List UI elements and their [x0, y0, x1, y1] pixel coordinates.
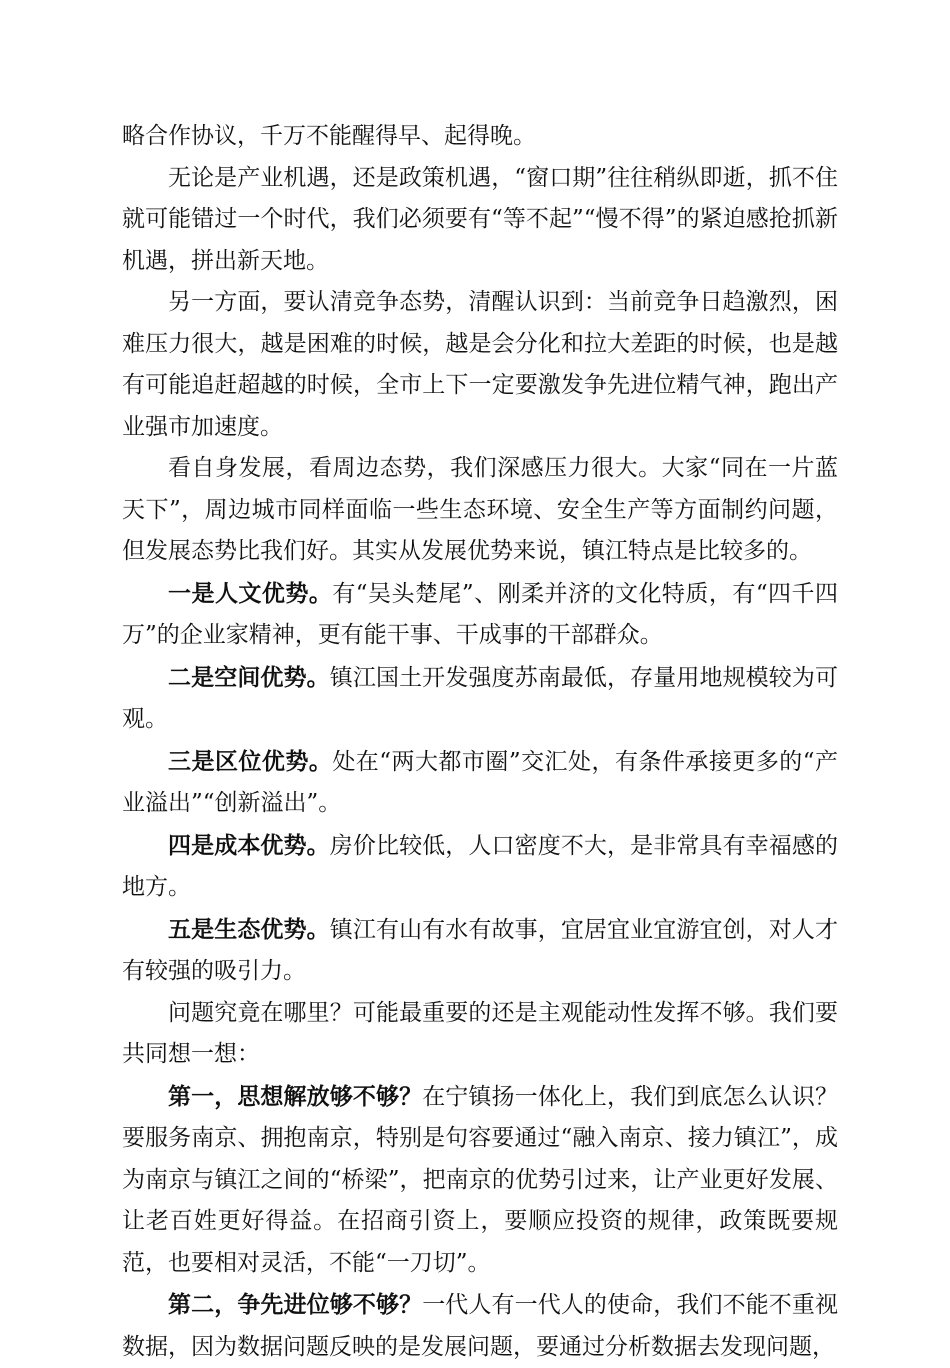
paragraph-text: 镇江国土开发强度苏南最低，存量用地规模较为可观。 — [122, 664, 839, 732]
paragraph-10 — [122, 993, 838, 1076]
paragraph-lead: 二是空间优势。 — [168, 663, 330, 691]
paragraph-12 — [122, 1284, 838, 1368]
document-page — [122, 116, 838, 1368]
paragraph-text: 另一方面，要认清竞争态势，清醒认识到：当前竞争日趋激烈，困难压力很大，越是困难的时候，越是会分化和拉大差距的时候，也是越有可能追赶超越的时候，全市上下一定要激发争先进位精气神，跑出产业强市加速度。 — [122, 289, 838, 440]
paragraph-text: 在宁镇扬一体化上，我们到底怎么认识？要服务南京、拥抱南京，特别是句容要通过“融入南京、接力镇江”，成为南京与镇江之间的“桥梁”，把南京的优势引过来，让产业更好发展、让老百姓更好得益。在招商引资上，要顺应投资的规律，政策既要规范，也要相对灵活，不能“一刀切”。 — [122, 1083, 839, 1276]
paragraph-text: 看自身发展，看周边态势，我们深感压力很大。大家“同在一片蓝天下”，周边城市同样面临一些生态环境、安全生产等方面制约问题，但发展态势比我们好。其实从发展优势来说，镇江特点是比较多的。 — [122, 455, 838, 564]
paragraph-11 — [122, 1076, 838, 1285]
paragraph-lead: 第一，思想解放够不够？ — [168, 1082, 423, 1110]
paragraph-lead: 五是生态优势。 — [168, 915, 330, 943]
paragraph-2 — [122, 158, 838, 283]
paragraph-8 — [122, 825, 838, 909]
paragraph-4 — [122, 448, 838, 573]
paragraph-text: 房价比较低，人口密度不大，是非常具有幸福感的地方。 — [122, 832, 839, 900]
paragraph-text: 处在“两大都市圈”交汇处，有条件承接更多的“产业溢出”“创新溢出”。 — [122, 748, 838, 816]
paragraph-text: 一代人有一代人的使命，我们不能不重视数据，因为数据问题反映的是发展问题，要通过分析数据去发现问题， — [122, 1292, 839, 1360]
paragraph-lead: 四是成本优势。 — [168, 831, 330, 859]
paragraph-9 — [122, 909, 838, 993]
paragraph-lead: 三是区位优势。 — [168, 747, 333, 775]
paragraph-lead: 一是人文优势。 — [168, 579, 333, 607]
paragraph-3 — [122, 282, 838, 448]
paragraph-text: 无论是产业机遇，还是政策机遇，“窗口期”往往稍纵即逝，抓不住就可能错过一个时代，我们必须要有“等不起”“慢不得”的紧迫感抢抓新机遇，拼出新天地。 — [122, 164, 838, 274]
paragraph-text: 略合作协议，千万不能醒得早、起得晚。 — [122, 123, 536, 149]
paragraph-6 — [122, 657, 838, 741]
paragraph-5 — [122, 573, 838, 657]
paragraph-text: 镇江有山有水有故事，宜居宜业宜游宜创，对人才有较强的吸引力。 — [122, 916, 839, 984]
paragraph-lead: 第二，争先进位够不够？ — [168, 1291, 423, 1318]
paragraph-text: 有“吴头楚尾”、刚柔并济的文化特质，有“四千四万”的企业家精神，更有能干事、干成事的干部群众。 — [122, 580, 838, 648]
paragraph-1 — [122, 116, 838, 158]
paragraph-7 — [122, 741, 838, 825]
paragraph-text: 问题究竟在哪里？可能最重要的还是主观能动性发挥不够。我们要共同想一想： — [122, 999, 838, 1067]
